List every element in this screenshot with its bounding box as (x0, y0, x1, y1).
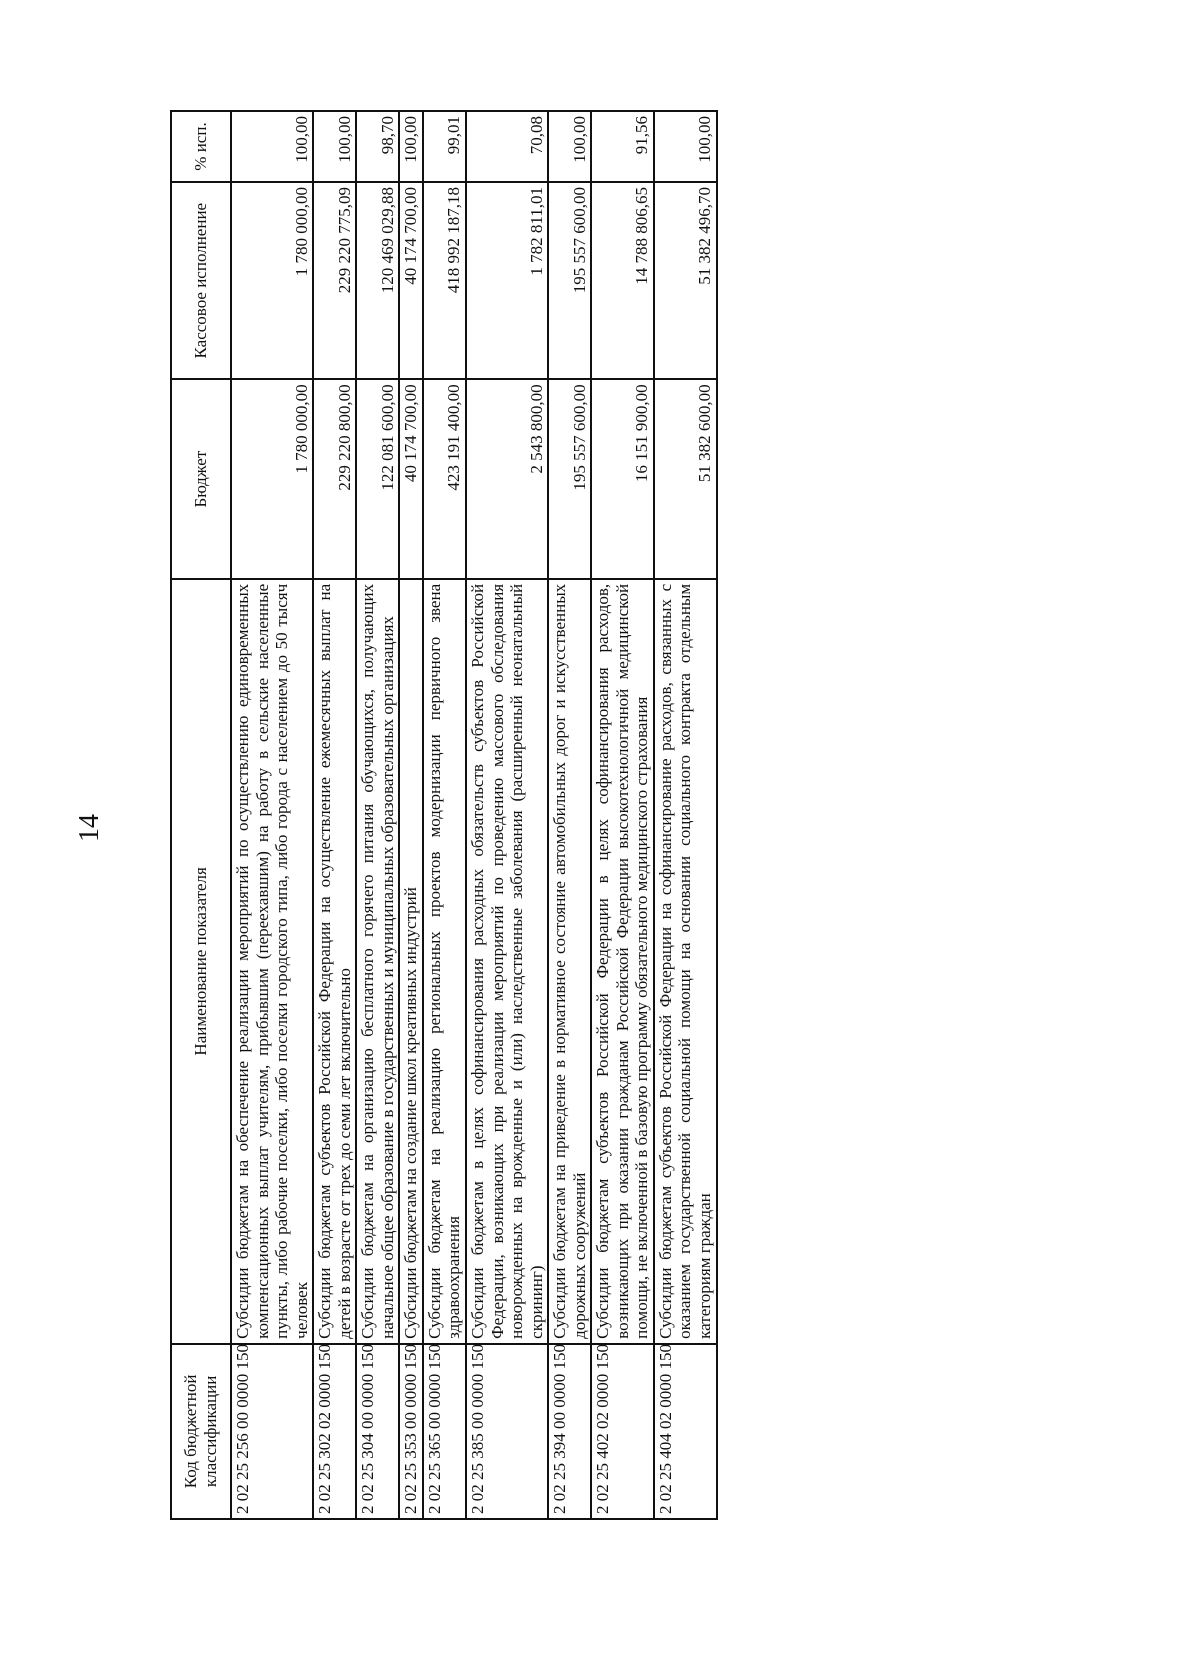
row-budget: 2 543 800,00 (466, 379, 548, 579)
row-name: Субсидии бюджетам субъектов Российской Федерации в целях софинансирования расходов, возникающих при оказании гражданам Российской Федерации высокотехнологичной медицинской помощи, не включенной в базовую программу обязательного медицинского страхования (591, 579, 654, 1344)
row-name: Субсидии бюджетам субъектов Российской Федерации на осуществление ежемесячных выплат на детей в возрасте от трех до семи лет включительно (313, 579, 356, 1344)
row-budget: 51 382 600,00 (654, 379, 717, 579)
budget-table (170, 110, 718, 1520)
table-row (548, 111, 591, 1519)
row-code: 2 02 25 302 02 0000 150 (313, 1344, 356, 1519)
row-name: Субсидии бюджетам на организацию бесплатного горячего питания обучающихся, получающих начальное общее образование в государственных и муниципальных образовательных организациях (356, 579, 399, 1344)
row-pct: 100,00 (231, 111, 313, 182)
row-budget: 40 174 700,00 (399, 379, 423, 579)
row-cash: 40 174 700,00 (399, 182, 423, 379)
row-pct: 100,00 (654, 111, 717, 182)
table-row (591, 111, 654, 1519)
row-name: Субсидии бюджетам на обеспечение реализации мероприятий по осуществлению единовременных компенсационных выплат учителям, прибывшим (переехавшим) на работу в сельские населенные пункты, либо рабочие поселки, либо поселки городского типа, либо города с населением до 50 тысяч человек (231, 579, 313, 1344)
row-name: Субсидии бюджетам на реализацию региональных проектов модернизации первичного звена здравоохранения (423, 579, 466, 1344)
row-pct: 70,08 (466, 111, 548, 182)
row-cash: 229 220 775,09 (313, 182, 356, 379)
row-pct: 100,00 (548, 111, 591, 182)
row-name: Субсидии бюджетам на создание школ креативных индустрий (399, 579, 423, 1344)
row-pct: 91,56 (591, 111, 654, 182)
row-pct: 99,01 (423, 111, 466, 182)
row-cash: 1 782 811,01 (466, 182, 548, 379)
row-cash: 195 557 600,00 (548, 182, 591, 379)
row-cash: 418 992 187,18 (423, 182, 466, 379)
row-pct: 98,70 (356, 111, 399, 182)
table-row (231, 111, 313, 1519)
row-code: 2 02 25 404 02 0000 150 (654, 1344, 717, 1519)
header-pct: % исп. (171, 111, 231, 182)
page-number: 14 (74, 814, 105, 842)
row-budget: 229 220 800,00 (313, 379, 356, 579)
row-name: Субсидии бюджетам на приведение в нормативное состояние автомобильных дорог и искусственных дорожных сооружений (548, 579, 591, 1344)
row-budget: 423 191 400,00 (423, 379, 466, 579)
row-cash: 51 382 496,70 (654, 182, 717, 379)
table-row (399, 111, 423, 1519)
table-row (654, 111, 717, 1519)
row-code: 2 02 25 394 00 0000 150 (548, 1344, 591, 1519)
row-cash: 120 469 029,88 (356, 182, 399, 379)
row-cash: 14 788 806,65 (591, 182, 654, 379)
row-pct: 100,00 (399, 111, 423, 182)
row-pct: 100,00 (313, 111, 356, 182)
table-row (423, 111, 466, 1519)
row-code: 2 02 25 365 00 0000 150 (423, 1344, 466, 1519)
header-budget: Бюджет (171, 379, 231, 579)
row-code: 2 02 25 353 00 0000 150 (399, 1344, 423, 1519)
row-code: 2 02 25 256 00 0000 150 (231, 1344, 313, 1519)
row-code: 2 02 25 304 00 0000 150 (356, 1344, 399, 1519)
row-name: Субсидии бюджетам субъектов Российской Федерации на софинансирование расходов, связанных с оказанием государственной социальной помощи на основании социального контракта отдельным категориям граждан (654, 579, 717, 1344)
row-code: 2 02 25 385 00 0000 150 (466, 1344, 548, 1519)
table-row (356, 111, 399, 1519)
header-name: Наименование показателя (171, 579, 231, 1344)
row-cash: 1 780 000,00 (231, 182, 313, 379)
table-row (313, 111, 356, 1519)
row-budget: 122 081 600,00 (356, 379, 399, 579)
table-container (170, 110, 1060, 1520)
row-code: 2 02 25 402 02 0000 150 (591, 1344, 654, 1519)
table-row (466, 111, 548, 1519)
row-budget: 16 151 900,00 (591, 379, 654, 579)
header-cash: Кассовое исполнение (171, 182, 231, 379)
row-name: Субсидии бюджетам в целях софинансирования расходных обязательств субъектов Российской Федерации, возникающих при реализации мероприятий по проведению массового обследования новорожденных на врожденные и (или) наследственные заболевания (расширенный неонатальный скрининг) (466, 579, 548, 1344)
row-budget: 195 557 600,00 (548, 379, 591, 579)
header-code: Код бюджетной классификации (171, 1344, 231, 1519)
table-header-row (171, 111, 231, 1519)
row-budget: 1 780 000,00 (231, 379, 313, 579)
table-body (231, 111, 717, 1519)
